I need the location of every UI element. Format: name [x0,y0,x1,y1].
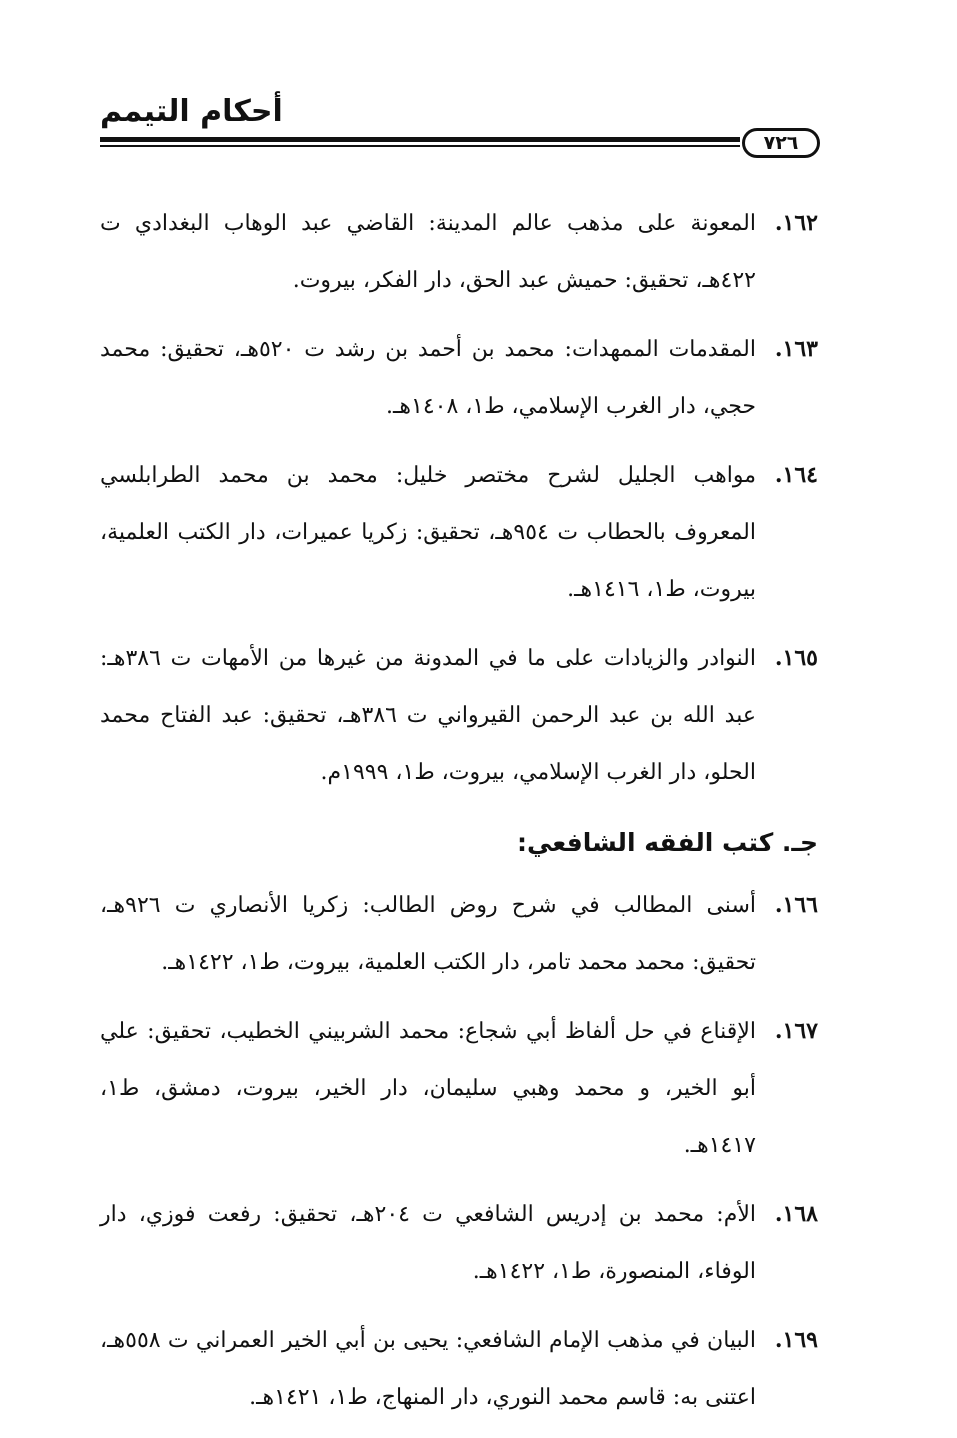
page-content [100,195,818,1438]
entry-text: مواهب الجليل لشرح مختصر خليل: محمد بن محمد الطرابلسي المعروف بالحطاب ت ٩٥٤هـ، تحقيق: زكريا عميرات، دار الكتب العلمية، بيروت، ط١، ١٤١٦هـ. [100,463,756,602]
header-rule-thin [100,145,740,147]
entry-number: ١٦٥. [774,645,818,671]
entry-number: ١٦٧. [774,1018,818,1044]
entry-text: المقدمات الممهدات: محمد بن أحمد بن رشد ت ٥٢٠هـ، تحقيق: محمد حجي، دار الغرب الإسلامي، ط١، ١٤٠٨هـ. [100,337,756,419]
bibliography-entry [100,630,818,801]
bibliography-entry [100,1003,818,1174]
entry-text: الإقناع في حل ألفاظ أبي شجاع: محمد الشربيني الخطيب، تحقيق: علي أبو الخير، و محمد وهبي سليمان، دار الخير، بيروت، دمشق، ط١، ١٤١٧هـ. [100,1019,756,1158]
page-header [100,90,820,170]
bibliography-entry [100,321,818,435]
entry-number: ١٦٤. [774,462,818,488]
entry-number: ١٦٣. [774,336,818,362]
book-title: أحكام التيمم [100,94,283,129]
entry-number: ١٦٩. [774,1327,818,1353]
header-rule-thick [100,137,740,142]
entry-number: ١٦٢. [774,210,818,236]
bibliography-entry [100,1186,818,1300]
entry-text: المعونة على مذهب عالم المدينة: القاضي عبد الوهاب البغدادي ت ٤٢٢هـ، تحقيق: حميش عبد الحق، دار الفكر، بيروت. [100,211,756,293]
section-heading: جـ. كتب الفقه الشافعي: [516,828,818,857]
bibliography-entry [100,1312,818,1426]
entry-text: البيان في مذهب الإمام الشافعي: يحيى بن أبي الخير العمراني ت ٥٥٨هـ، اعتنى به: قاسم محمد النوري، دار المنهاج، ط١، ١٤٢١هـ. [100,1328,756,1410]
entry-text: النوادر والزيادات على ما في المدونة من غيرها من الأمهات ت ٣٨٦هـ: عبد الله بن عبد الرحمن القيرواني ت ٣٨٦هـ، تحقيق: عبد الفتاح محمد الحلو، دار الغرب الإسلامي، بيروت، ط١، ١٩٩٩م. [100,646,756,785]
page-number-badge [742,128,820,158]
bibliography-entry [100,877,818,991]
entry-text: الأم: محمد بن إدريس الشافعي ت ٢٠٤هـ، تحقيق: رفعت فوزي، دار الوفاء، المنصورة، ط١، ١٤٢٢هـ. [100,1202,756,1284]
page-number: ٧٢٦ [763,132,799,154]
entry-number: ١٦٦. [774,892,818,918]
bibliography-entry [100,447,818,618]
entry-text: أسنى المطالب في شرح روض الطالب: زكريا الأنصاري ت ٩٢٦هـ، تحقيق: محمد محمد تامر، دار الكتب العلمية، بيروت، ط١، ١٤٢٢هـ. [100,893,756,975]
bibliography-entry [100,195,818,309]
entry-number: ١٦٨. [774,1201,818,1227]
